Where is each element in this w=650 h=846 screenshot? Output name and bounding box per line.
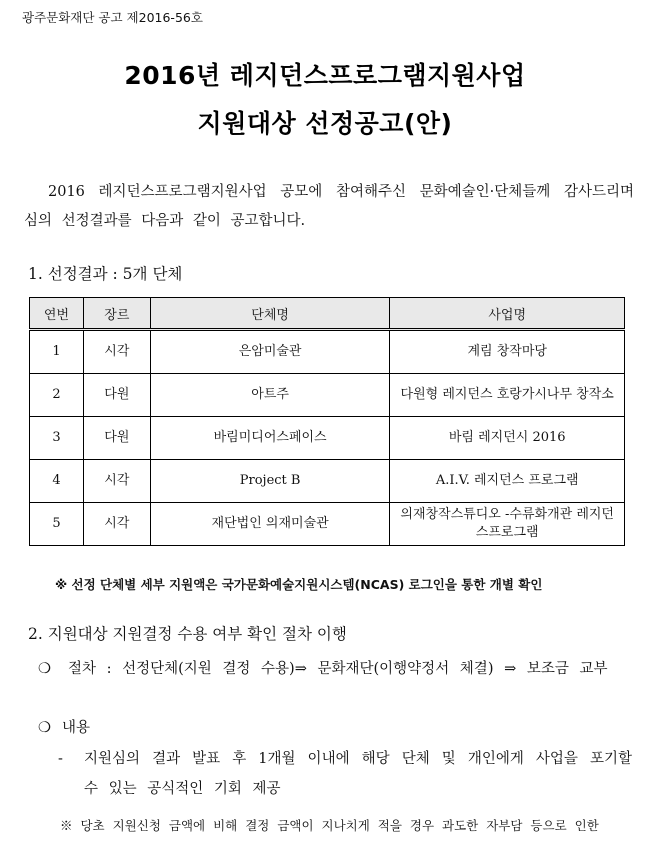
cell-organization: 은암미술관 — [150, 330, 390, 374]
table-row — [30, 460, 625, 503]
cell-project: A.I.V. 레지던스 프로그램 — [390, 460, 625, 503]
cell-project: 계림 창작마당 — [390, 330, 625, 374]
table-row — [30, 330, 625, 374]
dash-bullet: - — [58, 751, 63, 767]
section2-heading: 2. 지원대상 지원결정 수용 여부 확인 절차 이행 — [28, 625, 347, 643]
cell-project: 바림 레지던시 2016 — [390, 417, 625, 460]
cell-genre: 다원 — [83, 374, 150, 417]
cell-project: 의재창작스튜디오 -수류화개관 레지던스프로그램 — [390, 503, 625, 546]
table-row — [30, 503, 625, 546]
procedure-item — [38, 654, 632, 685]
circle-bullet-icon: ❍ — [38, 720, 51, 736]
cell-number: 2 — [30, 374, 84, 417]
content-detail — [58, 744, 632, 804]
cell-number: 5 — [30, 503, 84, 546]
footnote: ※ 당초 지원신청 금액에 비해 결정 금액이 지나치게 적을 경우 과도한 자부담 등으로 인한 — [60, 818, 599, 833]
section1-heading: 1. 선정결과 : 5개 단체 — [28, 265, 183, 283]
table-row — [30, 417, 625, 460]
cell-organization: 재단법인 의재미술관 — [150, 503, 390, 546]
page-title-line2: 지원대상 선정공고(안) — [197, 109, 453, 138]
column-header: 사업명 — [390, 298, 625, 330]
circle-bullet-icon: ❍ — [38, 661, 51, 677]
column-header: 연번 — [30, 298, 84, 330]
cell-genre: 다원 — [83, 417, 150, 460]
procedure-text: 절차 : 선정단체(지원 결정 수용)⇒ 문화재단(이행약정서 체결) ⇒ 보조금 교부 — [68, 661, 608, 677]
cell-genre: 시각 — [83, 460, 150, 503]
cell-project: 다원형 레지던스 호랑가시나무 창작소 — [390, 374, 625, 417]
cell-number: 4 — [30, 460, 84, 503]
column-header: 단체명 — [150, 298, 390, 330]
cell-organization: 바림미디어스페이스 — [150, 417, 390, 460]
cell-genre: 시각 — [83, 330, 150, 374]
content-item — [38, 716, 90, 737]
table-row — [30, 374, 625, 417]
cell-number: 3 — [30, 417, 84, 460]
selection-results-table — [29, 297, 625, 546]
column-header: 장르 — [83, 298, 150, 330]
content-label: 내용 — [62, 720, 91, 736]
cell-number: 1 — [30, 330, 84, 374]
page-title-line1: 2016년 레지던스프로그램지원사업 — [124, 61, 526, 90]
table-header-row — [30, 298, 625, 330]
cell-organization: 아트주 — [150, 374, 390, 417]
cell-organization: Project B — [150, 460, 390, 503]
intro-text: 2016 레지던스프로그램지원사업 공모에 참여해주신 문화예술인·단체들께 감사드리며 심의 선정결과를 다음과 같이 공고합니다. — [24, 184, 634, 229]
funding-note: ※ 선정 단체별 세부 지원액은 국가문화예술지원시스템(NCAS) 로그인을 통한 개별 확인 — [55, 577, 543, 592]
intro-paragraph — [24, 178, 634, 236]
cell-genre: 시각 — [83, 503, 150, 546]
content-detail-text: 지원심의 결과 발표 후 1개월 이내에 해당 단체 및 개인에게 사업을 포기할 수 있는 공식적인 기회 제공 — [84, 751, 632, 797]
notice-number: 광주문화재단 공고 제2016-56호 — [22, 10, 203, 25]
